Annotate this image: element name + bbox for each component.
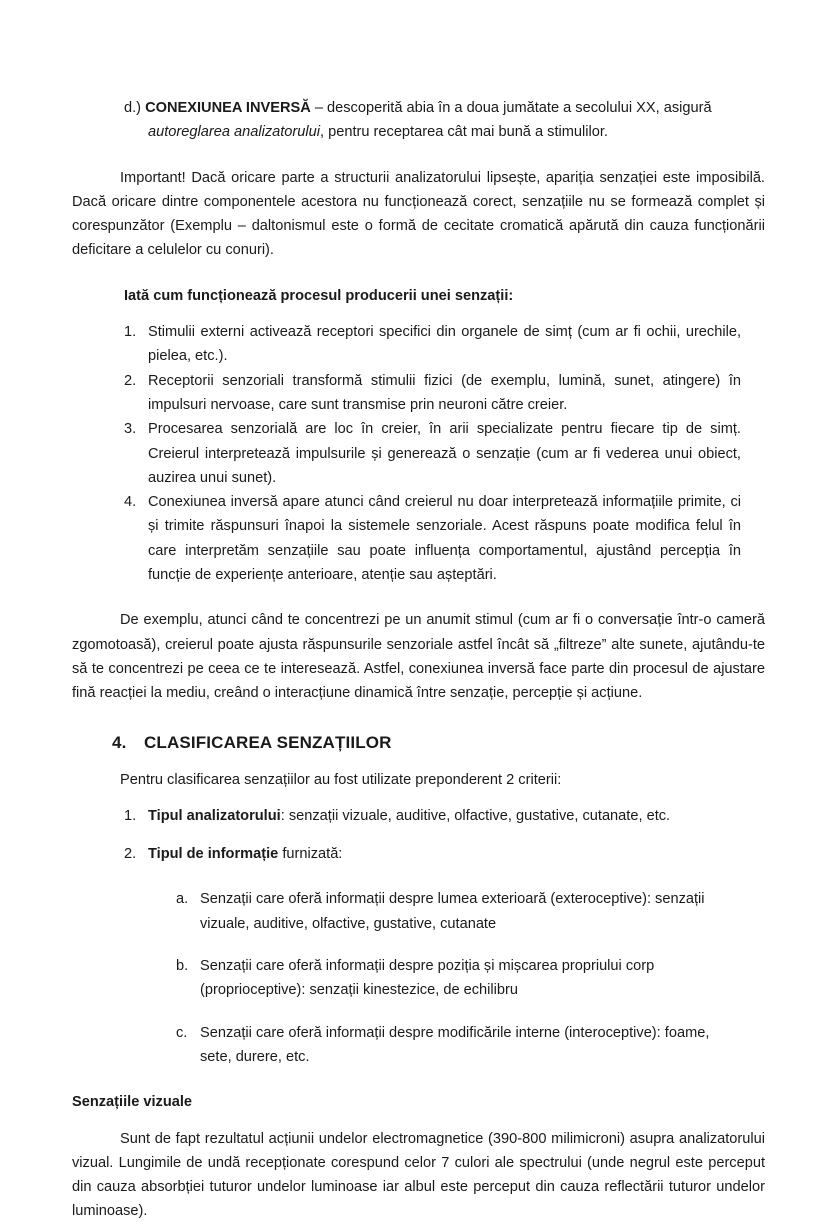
spacer [72, 1069, 765, 1090]
list-item-marker: a. [176, 891, 189, 908]
spacer [72, 792, 765, 804]
lettered-item-d-line2-rest: , pentru receptarea cât mai bună a stimulilor. [320, 124, 608, 141]
list-item [124, 842, 741, 866]
example-paragraph: De exemplu, atunci când te concentrezi pe un anumit stimul (cum ar fi o conversație într-o cameră zgomotoasă), creierul poate ajusta răspunsurile senzoriale astfel încât să „filtreze” alte sunete, ajutându-te să te concentrezi pe ceea ce te interesează. Astfel, conexiunea inversă face parte din procesul de ajustare fină reacției la mediu, creând o interacțiune dinamică între senzație, percepție și acțiune. [72, 612, 765, 702]
list-item-text: Senzații care oferă informații despre modificările interne (interoceptive): foame, sete, durere, etc. [200, 1024, 710, 1065]
list-item-marker: 4. [124, 494, 137, 511]
list-item-marker: 2. [124, 372, 137, 389]
list-item-marker: b. [176, 958, 189, 975]
list-item [124, 804, 741, 828]
criteria-intro: Pentru clasificarea senzațiilor au fost utilizate preponderent 2 criterii: [120, 771, 562, 788]
spacer [72, 756, 765, 768]
section-heading-title: CLASIFICAREA SENZAȚIILOR [144, 732, 392, 752]
lettered-item-d-line1-rest: – descoperită abia în a doua jumătate a secolului XX, asigură [310, 100, 712, 116]
visual-sensations-paragraph: Sunt de fapt rezultatul acțiunii undelor electromagnetice (390-800 milimicroni) asupra analizatorului vizual. Lungimile de undă recepționate corespund celor 7 culori ale spectrului (unde negrul este perceput din cauza absorbției tuturor undelor luminoase iar albul este perceput din cauza reflectării tuturor undelor luminoase). [72, 1130, 765, 1220]
spacer [72, 145, 765, 166]
visual-sensations-heading: Senzațiile vizuale [72, 1094, 193, 1111]
list-item [176, 887, 741, 936]
spacer [72, 706, 765, 730]
list-item-marker: 3. [124, 421, 137, 438]
document-body [72, 96, 765, 1224]
list-item [176, 1021, 741, 1070]
list-item [124, 320, 741, 369]
list-item-text: Procesarea senzorială are loc în creier, în arii specializate pentru fiecare tip de simț. Creierul interpretează impulsurile și generează o senzație (cum ar fi vederea unui obiect, auzirea unui sunet). [148, 421, 741, 486]
lettered-item-d [124, 96, 765, 145]
spacer [72, 587, 765, 608]
list-item-marker: 1. [124, 807, 137, 824]
list-item-bold-term: Tipul analizatorului [148, 807, 281, 824]
lettered-item-d-italic-term: autoreglarea analizatorului [148, 124, 320, 141]
list-item [124, 417, 741, 490]
lettered-item-d-marker: d.) [124, 100, 142, 116]
list-item [124, 490, 741, 587]
list-item-text: furnizată: [278, 846, 343, 863]
list-item-text: Receptorii senzoriali transformă stimulii fizici (de exemplu, lumină, sunet, atingere) în impulsuri nervoase, care sunt transmise prin neuroni către creier. [148, 372, 741, 413]
list-item-text: Senzații care oferă informații despre lumea exterioară (exteroceptive): senzații vizuale, auditive, olfactive, gustative, cutanate [200, 891, 705, 932]
list-item-marker: c. [176, 1024, 188, 1041]
spacer [72, 1115, 765, 1127]
lettered-item-d-term: CONEXIUNEA INVERSĂ [145, 100, 311, 116]
list-item-text: Stimulii externi activează receptori specifici din organele de simț (cum ar fi ochii, urechile, pielea, etc.). [148, 324, 741, 365]
section-heading-marker: 4. [112, 732, 127, 752]
process-heading: Iată cum funcționează procesul producerii unei senzații: [124, 287, 514, 304]
list-item-marker: 1. [124, 324, 137, 341]
important-paragraph: Important! Dacă oricare parte a structurii analizatorului lipsește, apariția senzației este imposibilă. Dacă oricare dintre componentele acestora nu funcționează corect, senzațiile nu se formează complet și corespunzător (Exemplu – daltonismul este o formă de cecitate cromatică apărută din cauza funcționării deficitare a celulelor cu conuri). [72, 169, 765, 259]
list-item-text: : senzații vizuale, auditive, olfactive, gustative, cutanate, etc. [280, 807, 671, 824]
lettered-item-d-line2 [124, 120, 765, 144]
info-types-list [72, 887, 765, 1069]
spacer [72, 263, 765, 284]
spacer [72, 866, 765, 887]
list-item [124, 369, 741, 418]
process-steps-list [72, 320, 765, 587]
list-item-bold-term: Tipul de informație [148, 846, 279, 863]
list-item-text: Conexiunea inversă apare atunci când creierul nu doar interpretează informațiile primite, ci și trimite răspunsuri înapoi la sistemele senzoriale. Acest răspuns poate modifica felul în care interpretăm senzațiile sau poate influența comportamentul, ajustând percepția în funcție de experiențe anterioare, atenție sau așteptări. [148, 494, 741, 584]
section-heading [112, 730, 765, 756]
spacer [72, 308, 765, 320]
lettered-item-d-line1 [124, 96, 765, 120]
criteria-list [72, 804, 765, 867]
list-item-text: Senzații care oferă informații despre poziția și mișcarea propriului corp (proprioceptive): senzații kinestezice, de echilibru [200, 958, 655, 999]
list-item [176, 954, 741, 1003]
list-item-marker: 2. [124, 846, 137, 863]
